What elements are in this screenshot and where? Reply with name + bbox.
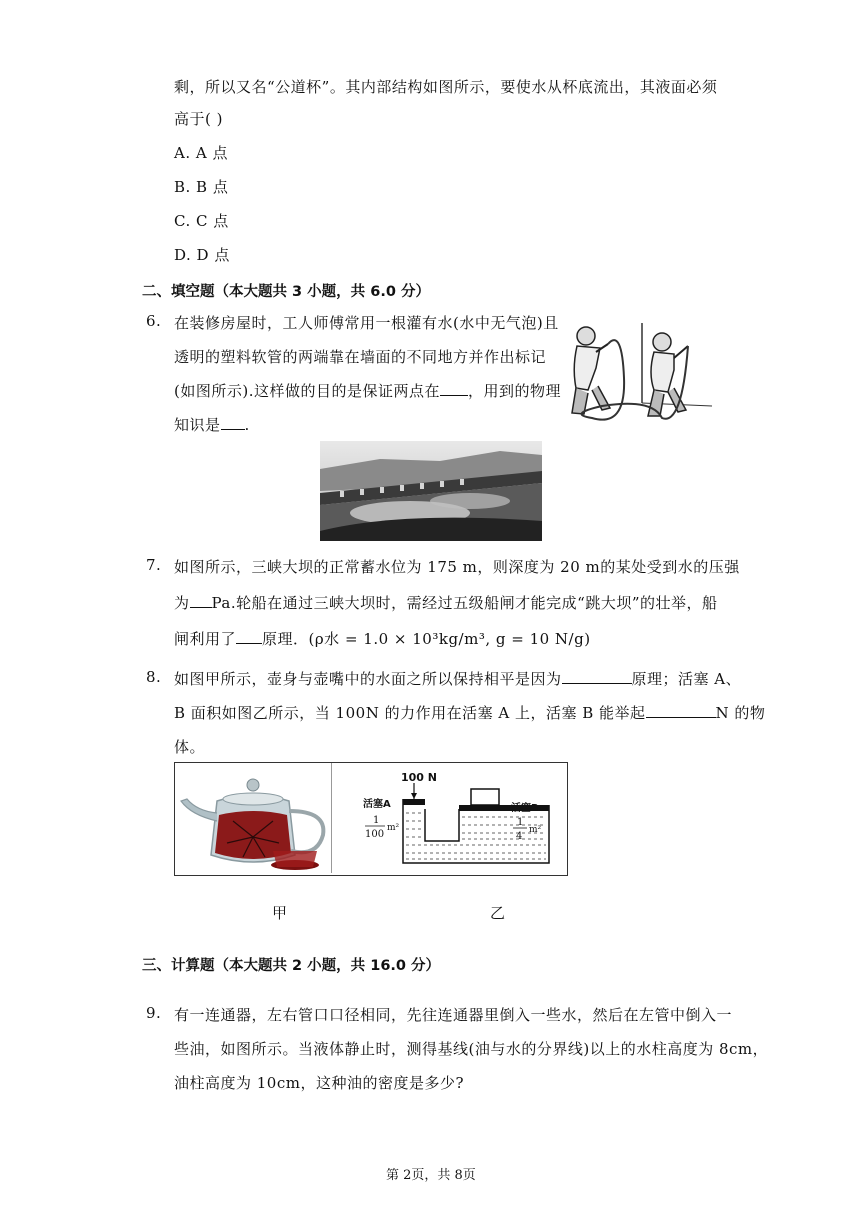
q7-line-3-text: 闸利用了 bbox=[174, 630, 237, 648]
teapot-figure bbox=[177, 765, 329, 871]
q8-line-3: 体。 bbox=[174, 738, 206, 756]
q5-option-b: B. B 点 bbox=[174, 178, 229, 196]
q8-line-1 bbox=[174, 668, 741, 689]
q5-line-1: 剩，所以又名“公道杯”。其内部结构如图所示，要使水从杯底流出，其液面必须 bbox=[174, 78, 718, 96]
piston-b-area-numerator: 1 bbox=[517, 817, 524, 828]
q9-line-3: 油柱高度为 10cm，这种油的密度是多少? bbox=[174, 1074, 465, 1092]
figure-caption-left: 甲 bbox=[272, 904, 288, 922]
q6-line-4-tail: . bbox=[244, 416, 250, 434]
workers-hose-figure bbox=[562, 318, 714, 428]
q6-line-2: 透明的塑料软管的两端靠在墙面的不同地方并作出标记 bbox=[174, 348, 547, 366]
q8-line-2-text: B 面积如图乙所示，当 100N 的力作用在活塞 A 上，活塞 B 能举起 bbox=[174, 704, 646, 722]
section-3-title: 三、计算题（本大题共 2 小题，共 16.0 分） bbox=[142, 958, 441, 974]
q8-line-2-tail: N 的物 bbox=[715, 704, 766, 722]
q7-number: 7. bbox=[146, 556, 162, 574]
answer-blank[interactable] bbox=[190, 593, 212, 608]
answer-blank[interactable] bbox=[440, 381, 468, 396]
piston-a-area-unit: m² bbox=[387, 823, 400, 833]
q5-option-a: A. A 点 bbox=[174, 144, 228, 162]
q5-option-c: C. C 点 bbox=[174, 212, 229, 230]
q6-line-3-text: (如图所示).这样做的目的是保证两点在 bbox=[174, 382, 440, 400]
q7-line-3 bbox=[174, 628, 591, 649]
piston-a-area-denominator: 100 bbox=[365, 829, 385, 840]
q6-line-1: 在装修房屋时，工人师傅常用一根灌有水(水中无气泡)且 bbox=[174, 314, 559, 332]
piston-b-area-denominator: 4 bbox=[516, 831, 523, 842]
hydraulic-press-figure bbox=[361, 763, 566, 873]
q6-line-4-text: 知识是 bbox=[174, 416, 221, 434]
q8-line-2 bbox=[174, 702, 765, 723]
q6-line-4 bbox=[174, 414, 250, 435]
q6-number: 6. bbox=[146, 312, 162, 330]
q5-line-2: 高于( ) bbox=[174, 110, 223, 128]
q8-figure-frame bbox=[174, 762, 568, 876]
q7-line-2-text: 为 bbox=[174, 594, 190, 612]
section-2-title: 二、填空题（本大题共 3 小题，共 6.0 分） bbox=[142, 284, 430, 300]
q5-option-d: D. D 点 bbox=[174, 246, 230, 264]
answer-blank[interactable] bbox=[221, 415, 245, 430]
q7-line-2 bbox=[174, 592, 718, 613]
answer-blank[interactable] bbox=[562, 669, 632, 684]
figure-caption-right: 乙 bbox=[490, 904, 506, 922]
q7-line-2-tail: Pa.轮船在通过三峡大坝时，需经过五级船闸才能完成“跳大坝”的壮举，船 bbox=[211, 594, 718, 612]
piston-a-label: 活塞A bbox=[363, 799, 391, 810]
q9-number: 9. bbox=[146, 1004, 162, 1022]
q8-number: 8. bbox=[146, 668, 162, 686]
q7-line-1: 如图所示，三峡大坝的正常蓄水位为 175 m，则深度为 20 m的某处受到水的压强 bbox=[174, 558, 740, 576]
q6-line-3-tail: ，用到的物理 bbox=[467, 382, 561, 400]
piston-b-area-unit: m² bbox=[529, 825, 542, 835]
q9-line-1: 有一连通器，左右管口口径相同，先往连通器里倒入一些水，然后在左管中倒入一 bbox=[174, 1006, 733, 1024]
q9-line-2: 些油，如图所示。当液体静止时，测得基线(油与水的分界线)以上的水柱高度为 8cm， bbox=[174, 1040, 769, 1058]
force-label: 100 N bbox=[401, 771, 437, 784]
q8-line-1-text: 如图甲所示，壶身与壶嘴中的水面之所以保持相平是因为 bbox=[174, 670, 562, 688]
answer-blank[interactable] bbox=[646, 703, 716, 718]
answer-blank[interactable] bbox=[236, 629, 262, 644]
page-footer: 第 2页，共 8页 bbox=[386, 1168, 476, 1183]
q8-line-1-tail: 原理；活塞 A、 bbox=[631, 670, 742, 688]
piston-b-label: 活塞B bbox=[511, 803, 539, 814]
figure-divider bbox=[331, 763, 332, 873]
piston-a-area-numerator: 1 bbox=[373, 815, 380, 826]
three-gorges-dam-photo bbox=[320, 441, 542, 541]
q6-line-3 bbox=[174, 380, 561, 401]
q7-line-3-tail: 原理．(ρ水 = 1.0 × 10³kg/m³, g = 10 N/g) bbox=[262, 630, 591, 648]
